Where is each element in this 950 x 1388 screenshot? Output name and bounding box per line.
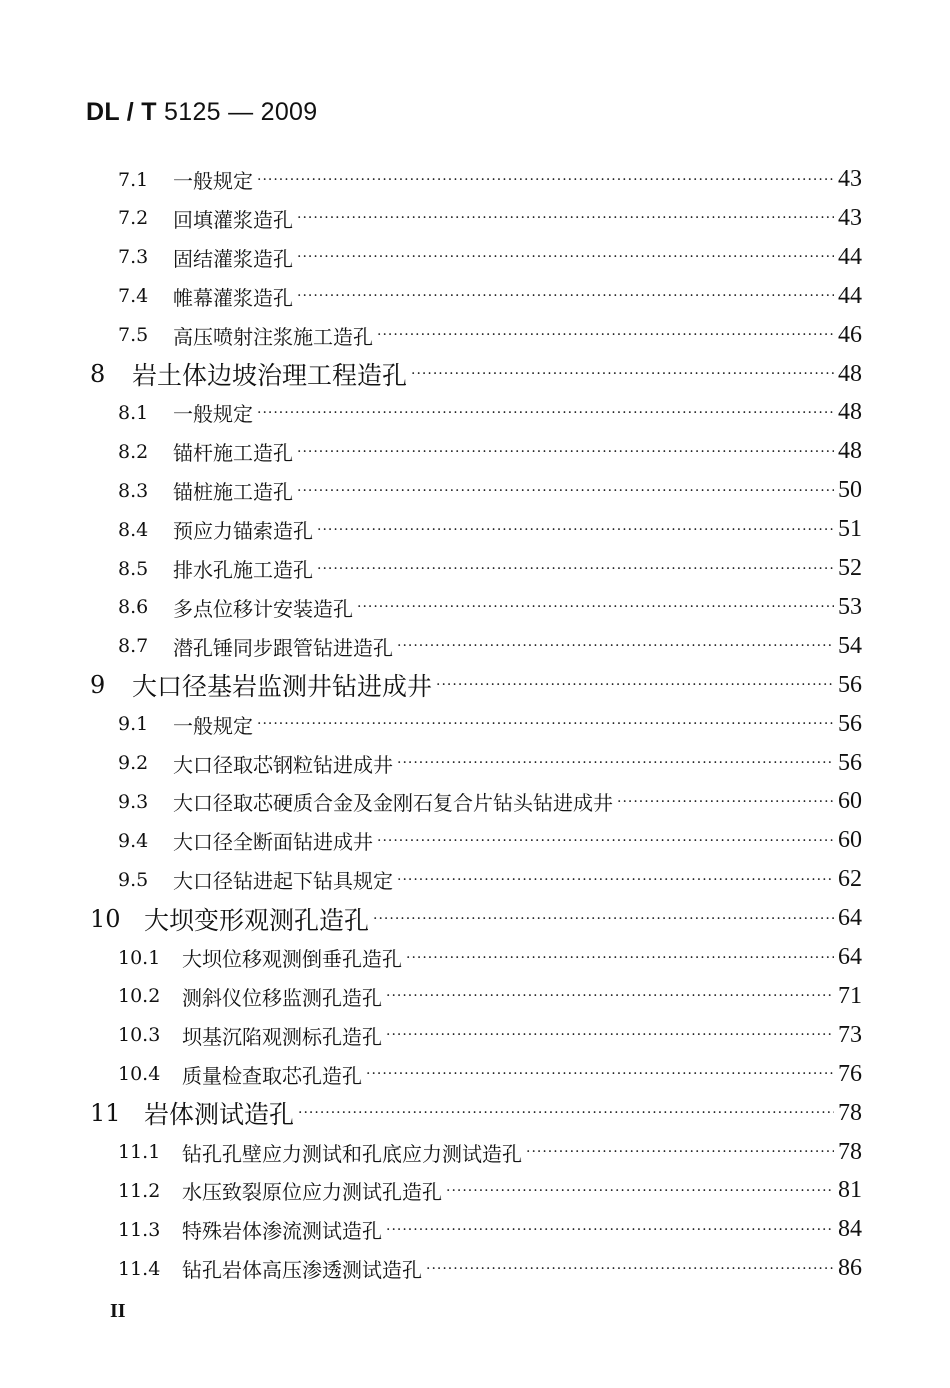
toc-entry-number: 7.3 — [118, 246, 149, 269]
toc-entry-page: 52 — [838, 555, 862, 581]
dot-leader — [373, 911, 834, 927]
toc-entry-number: 11.3 — [118, 1218, 161, 1241]
toc-entry-page: 73 — [838, 1021, 862, 1048]
toc-section-entry[interactable] — [118, 1016, 862, 1055]
document-code-number: 5125 — 2009 — [164, 98, 318, 126]
dot-leader — [397, 638, 834, 654]
toc-entry-number: 9.1 — [118, 713, 149, 736]
toc-entry-number: 10 — [90, 904, 121, 933]
dot-leader — [297, 288, 834, 304]
toc-entry-page: 43 — [838, 166, 862, 192]
toc-entry-number: 7.4 — [118, 285, 149, 308]
toc-section-entry[interactable] — [118, 938, 862, 977]
toc-entry-number: 8.1 — [118, 401, 149, 424]
toc-entry-title: 大口径取芯硬质合金及金刚石复合片钻头钻进成井 — [173, 791, 613, 816]
dot-leader — [446, 1183, 834, 1199]
toc-entry-page: 64 — [838, 944, 862, 970]
toc-entry-title: 大口径钻进起下钻具规定 — [173, 869, 393, 894]
dot-leader — [397, 872, 834, 888]
toc-entry-title: 大坝变形观测孔造孔 — [144, 905, 370, 935]
toc-entry-number: 7.5 — [118, 324, 149, 347]
toc-entry-page: 54 — [838, 632, 862, 659]
toc-entry-page: 48 — [838, 438, 862, 465]
toc-section-entry[interactable] — [118, 1055, 862, 1094]
dot-leader — [526, 1144, 834, 1160]
toc-entry-title: 质量检查取芯孔造孔 — [182, 1063, 362, 1088]
toc-entry-title: 钻孔孔壁应力测试和孔底应力测试造孔 — [182, 1141, 522, 1166]
dot-leader — [397, 755, 834, 771]
toc-entry-title: 钻孔岩体高压渗透测试造孔 — [182, 1258, 422, 1283]
dot-leader — [297, 210, 834, 226]
toc-section-entry[interactable] — [118, 393, 862, 432]
toc-section-entry[interactable] — [118, 860, 862, 899]
toc-entry-page: 62 — [838, 866, 862, 893]
toc-entry-title: 潜孔锤同步跟管钻进造孔 — [173, 635, 393, 660]
toc-entry-number: 9.4 — [118, 829, 149, 852]
toc-entry-page: 56 — [838, 671, 862, 698]
toc-entry-page: 60 — [838, 827, 862, 854]
toc-entry-page: 76 — [838, 1060, 862, 1087]
toc-entry-number: 10.4 — [118, 1063, 161, 1086]
toc-entry-number: 10.1 — [118, 946, 161, 969]
toc-entry-title: 一般规定 — [173, 169, 253, 193]
toc-chapter-entry[interactable] — [90, 1094, 862, 1133]
toc-entry-page: 81 — [838, 1177, 862, 1204]
dot-leader — [411, 366, 834, 382]
toc-entry-title: 一般规定 — [173, 402, 253, 427]
toc-entry-number: 8.6 — [118, 596, 149, 619]
toc-entry-number: 11.1 — [118, 1141, 161, 1163]
toc-section-entry[interactable] — [118, 199, 862, 238]
toc-section-entry[interactable] — [118, 705, 862, 744]
toc-entry-title: 岩土体边坡治理工程造孔 — [132, 361, 408, 390]
dot-leader — [297, 444, 834, 460]
toc-entry-page: 48 — [838, 360, 862, 387]
dot-leader — [357, 599, 834, 615]
toc-entry-number: 11.2 — [118, 1179, 161, 1202]
toc-entry-number: 11.4 — [118, 1257, 161, 1280]
toc-entry-page: 56 — [838, 710, 862, 737]
toc-entry-page: 43 — [838, 204, 862, 231]
toc-section-entry[interactable] — [118, 549, 862, 588]
document-code-prefix: DL / T — [86, 98, 157, 126]
toc-entry-title: 多点位移计安装造孔 — [173, 596, 353, 621]
toc-section-entry[interactable] — [118, 316, 862, 355]
toc-entry-page: 78 — [838, 1138, 862, 1165]
toc-entry-page: 50 — [838, 477, 862, 504]
dot-leader — [386, 988, 834, 1004]
toc-chapter-entry[interactable] — [90, 899, 862, 938]
toc-entry-page: 51 — [838, 516, 862, 543]
toc-section-entry[interactable] — [118, 471, 862, 510]
toc-entry-number: 8.7 — [118, 635, 149, 658]
toc-entry-number: 8.2 — [118, 440, 149, 463]
toc-section-entry[interactable] — [118, 1171, 862, 1210]
toc-section-entry[interactable] — [118, 744, 862, 783]
dot-leader — [386, 1027, 834, 1043]
toc-section-entry[interactable] — [118, 627, 862, 666]
toc-section-entry[interactable] — [118, 238, 862, 277]
toc-entry-title: 水压致裂原位应力测试孔造孔 — [182, 1180, 442, 1205]
dot-leader — [257, 405, 834, 421]
toc-section-entry[interactable] — [118, 821, 862, 860]
toc-entry-number: 8.5 — [118, 557, 149, 580]
toc-entry-page: 44 — [838, 243, 862, 270]
toc-entry-title: 岩体测试造孔 — [144, 1100, 295, 1130]
toc-entry-number: 9.2 — [118, 752, 149, 774]
toc-entry-title: 锚杆施工造孔 — [173, 441, 293, 466]
dot-leader — [297, 483, 834, 499]
dot-leader — [317, 522, 834, 538]
toc-section-entry[interactable] — [118, 588, 862, 627]
toc-entry-page: 48 — [838, 399, 862, 426]
toc-section-entry[interactable] — [118, 432, 862, 471]
dot-leader — [317, 561, 834, 577]
toc-entry-number: 11 — [90, 1099, 121, 1128]
toc-entry-page: 44 — [838, 282, 862, 309]
toc-entry-page: 46 — [838, 321, 862, 348]
dot-leader — [257, 172, 834, 188]
toc-entry-page: 56 — [838, 749, 862, 776]
dot-leader — [366, 1066, 834, 1082]
toc-section-entry[interactable] — [118, 510, 862, 549]
toc-section-entry[interactable] — [118, 1133, 862, 1172]
toc-entry-page: 86 — [838, 1255, 862, 1282]
toc-entry-number: 7.1 — [118, 168, 149, 191]
toc-chapter-entry[interactable] — [90, 355, 862, 394]
toc-section-entry[interactable] — [118, 277, 862, 316]
toc-section-entry[interactable] — [118, 160, 862, 199]
toc-entry-title: 固结灌浆造孔 — [173, 246, 293, 271]
toc-entry-number: 7.2 — [118, 207, 149, 230]
dot-leader — [377, 327, 834, 343]
toc-entry-number: 10.2 — [118, 985, 161, 1008]
toc-entry-title: 预应力锚索造孔 — [173, 519, 313, 544]
toc-entry-title: 特殊岩体渗流测试造孔 — [182, 1219, 382, 1244]
dot-leader — [406, 950, 834, 966]
dot-leader — [436, 677, 834, 693]
toc-entry-page: 84 — [838, 1216, 862, 1243]
toc-entry-page: 60 — [838, 788, 862, 815]
toc-entry-title: 高压喷射注浆施工造孔 — [173, 324, 373, 349]
toc-entry-title: 测斜仪位移监测孔造孔 — [182, 985, 382, 1010]
toc-entry-title: 大口径全断面钻进成井 — [173, 830, 373, 855]
toc-entry-number: 8 — [90, 360, 106, 388]
toc-entry-number: 9.3 — [118, 790, 149, 813]
dot-leader — [257, 716, 834, 732]
toc-entry-page: 64 — [838, 905, 862, 932]
toc-entry-title: 大坝位移观测倒垂孔造孔 — [182, 947, 402, 971]
toc-section-entry[interactable] — [118, 1210, 862, 1249]
toc-entry-number: 8.3 — [118, 479, 149, 502]
dot-leader — [426, 1261, 834, 1277]
toc-entry-title: 帷幕灌浆造孔 — [173, 285, 293, 310]
document-code — [86, 98, 317, 127]
toc-entry-title: 一般规定 — [173, 713, 253, 738]
toc-chapter-entry[interactable] — [90, 666, 862, 705]
toc-entry-title: 大口径基岩监测井钻进成井 — [132, 672, 433, 702]
dot-leader — [297, 249, 834, 265]
dot-leader — [298, 1105, 834, 1121]
toc-entry-page: 71 — [838, 982, 862, 1009]
toc-entry-title: 大口径取芯钢粒钻进成井 — [173, 752, 393, 777]
toc-entry-number: 9 — [90, 671, 106, 700]
toc-entry-page: 78 — [838, 1099, 862, 1126]
toc-entry-title: 锚桩施工造孔 — [173, 480, 293, 505]
page-number: II — [110, 1300, 126, 1322]
toc-entry-number: 8.4 — [118, 518, 149, 541]
toc-section-entry[interactable] — [118, 1249, 862, 1288]
toc-entry-number: 9.5 — [118, 868, 149, 891]
toc-entry-title: 回填灌浆造孔 — [173, 207, 293, 232]
toc-entry-title: 排水孔施工造孔 — [173, 558, 313, 582]
toc-entry-title: 坝基沉陷观测标孔造孔 — [182, 1024, 382, 1049]
dot-leader — [377, 833, 834, 849]
toc-entry-number: 10.3 — [118, 1024, 161, 1047]
toc-entry-page: 53 — [838, 593, 862, 620]
dot-leader — [386, 1222, 834, 1238]
toc-section-entry[interactable] — [118, 977, 862, 1016]
toc-section-entry[interactable] — [118, 782, 862, 821]
dot-leader — [617, 794, 834, 810]
